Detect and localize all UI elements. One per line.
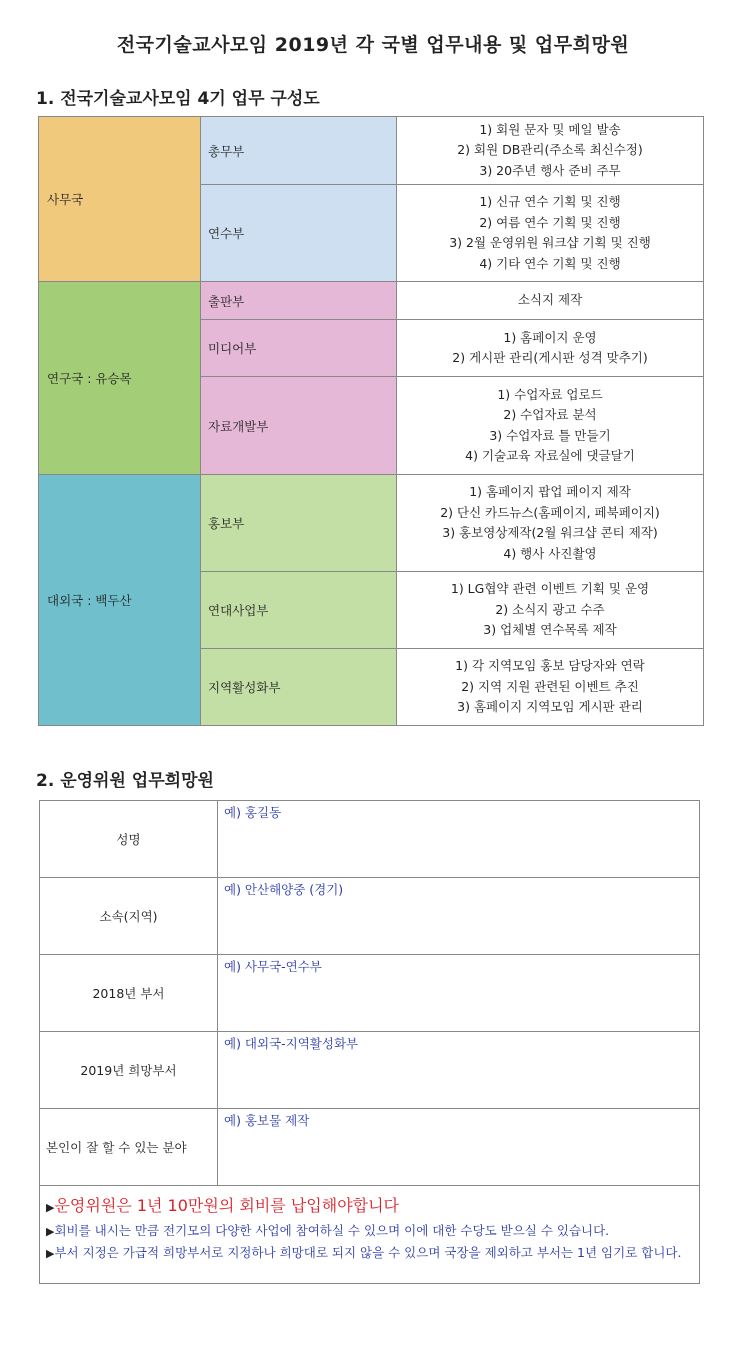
team-jiyeok: 지역활성화부 (201, 649, 397, 725)
form-label: 본인이 잘 할 수 있는 분야 (40, 1109, 218, 1185)
form-row-2018-dept (40, 955, 699, 1032)
duties-jaryogaebal: 1) 수업자료 업로드 2) 수업자료 분석 3) 수업자료 틀 만들기 4) 기술교육 자료실에 댓글달기 (397, 377, 703, 475)
team-chulpan: 출판부 (201, 282, 397, 320)
page-title: 전국기술교사모임 2019년 각 국별 업무내용 및 업무희망원 (116, 34, 630, 56)
duties-hongbo: 1) 홈페이지 팝업 페이지 제작 2) 단신 카드뉴스(홈페이지, 페북페이지) 3) 홍보영상제작(2월 워크샵 콘티 제작) 4) 행사 사진촬영 (397, 475, 703, 572)
form-row-affiliation (40, 878, 699, 955)
form-label: 2018년 부서 (40, 955, 218, 1031)
dept-label: 대외국 : 백두산 (47, 593, 132, 608)
form-example-input[interactable]: 예) 안산해양중 (경기) (224, 882, 344, 897)
bullet-icon: ▶ (46, 1225, 55, 1238)
section-heading-form: 2. 운영위원 업무희망원 (36, 771, 214, 791)
form-label: 소속(지역) (40, 878, 218, 954)
form-example-input[interactable]: 예) 홍길동 (224, 805, 282, 820)
team-chongmu: 총무부 (201, 117, 397, 185)
team-yeonsu: 연수부 (201, 185, 397, 282)
form-label: 성명 (40, 801, 218, 877)
form-row-name (40, 801, 699, 878)
duties-chulpan: 소식지 제작 (397, 282, 703, 320)
note-assignment: ▶부서 지정은 가급적 희망부서로 지정하나 희망대로 되지 않을 수 있으며 국장을 제외하고 부서는 1년 임기로 합니다. (46, 1245, 682, 1260)
dept-samuguk (39, 117, 201, 282)
section-heading-org: 1. 전국기술교사모임 4기 업무 구성도 (36, 89, 320, 109)
org-chart-table (38, 116, 704, 726)
form-example-input[interactable]: 예) 사무국-연수부 (224, 959, 322, 974)
form-row-skill (40, 1109, 699, 1186)
duties-jiyeok: 1) 각 지역모임 홍보 담당자와 연락 2) 지역 지원 관련된 이벤트 추진 3) 홈페이지 지역모임 게시판 관리 (455, 658, 645, 715)
form-example-input[interactable]: 예) 홍보물 제작 (224, 1113, 310, 1128)
note-participation: ▶회비를 내시는 만큼 전기모의 다양한 사업에 참여하실 수 있으며 이에 대한 수당도 받으실 수 있습니다. (46, 1223, 610, 1238)
note-fee: ▶운영위원은 1년 10만원의 회비를 납입해야합니다 (46, 1196, 400, 1215)
duties-chongmu: 1) 회원 문자 및 메일 발송 2) 회원 DB관리(주소록 최신수정) 3) 20주년 행사 준비 주무 (397, 117, 703, 185)
team-jaryogaebal: 자료개발부 (201, 377, 397, 475)
duties-media: 1) 홈페이지 운영 2) 게시판 관리(게시판 성격 맞추기) (397, 320, 703, 377)
dept-label: 연구국 : 유승목 (47, 371, 132, 386)
wish-form (39, 800, 700, 1284)
notes (46, 1194, 696, 1264)
form-row-2019-wish (40, 1032, 699, 1109)
dept-yeonguguk (39, 282, 201, 475)
team-yeondae: 연대사업부 (201, 572, 397, 649)
team-media: 미디어부 (201, 320, 397, 377)
duties-yeondae: 1) LG협약 관련 이벤트 기획 및 운영 2) 소식지 광고 수주 3) 업체별 연수목록 제작 (397, 572, 703, 649)
dept-label: 사무국 (47, 192, 84, 207)
team-hongbo: 홍보부 (201, 475, 397, 572)
dept-daeoeguk (39, 475, 201, 725)
duties-yeonsu: 1) 신규 연수 기획 및 진행 2) 여름 연수 기획 및 진행 3) 2월 운영위원 워크샵 기획 및 진행 4) 기타 연수 기획 및 진행 (397, 185, 703, 282)
bullet-icon: ▶ (46, 1201, 55, 1214)
form-label: 2019년 희망부서 (40, 1032, 218, 1108)
bullet-icon: ▶ (46, 1247, 55, 1260)
form-example-input[interactable]: 예) 대외국-지역활성화부 (224, 1036, 359, 1051)
